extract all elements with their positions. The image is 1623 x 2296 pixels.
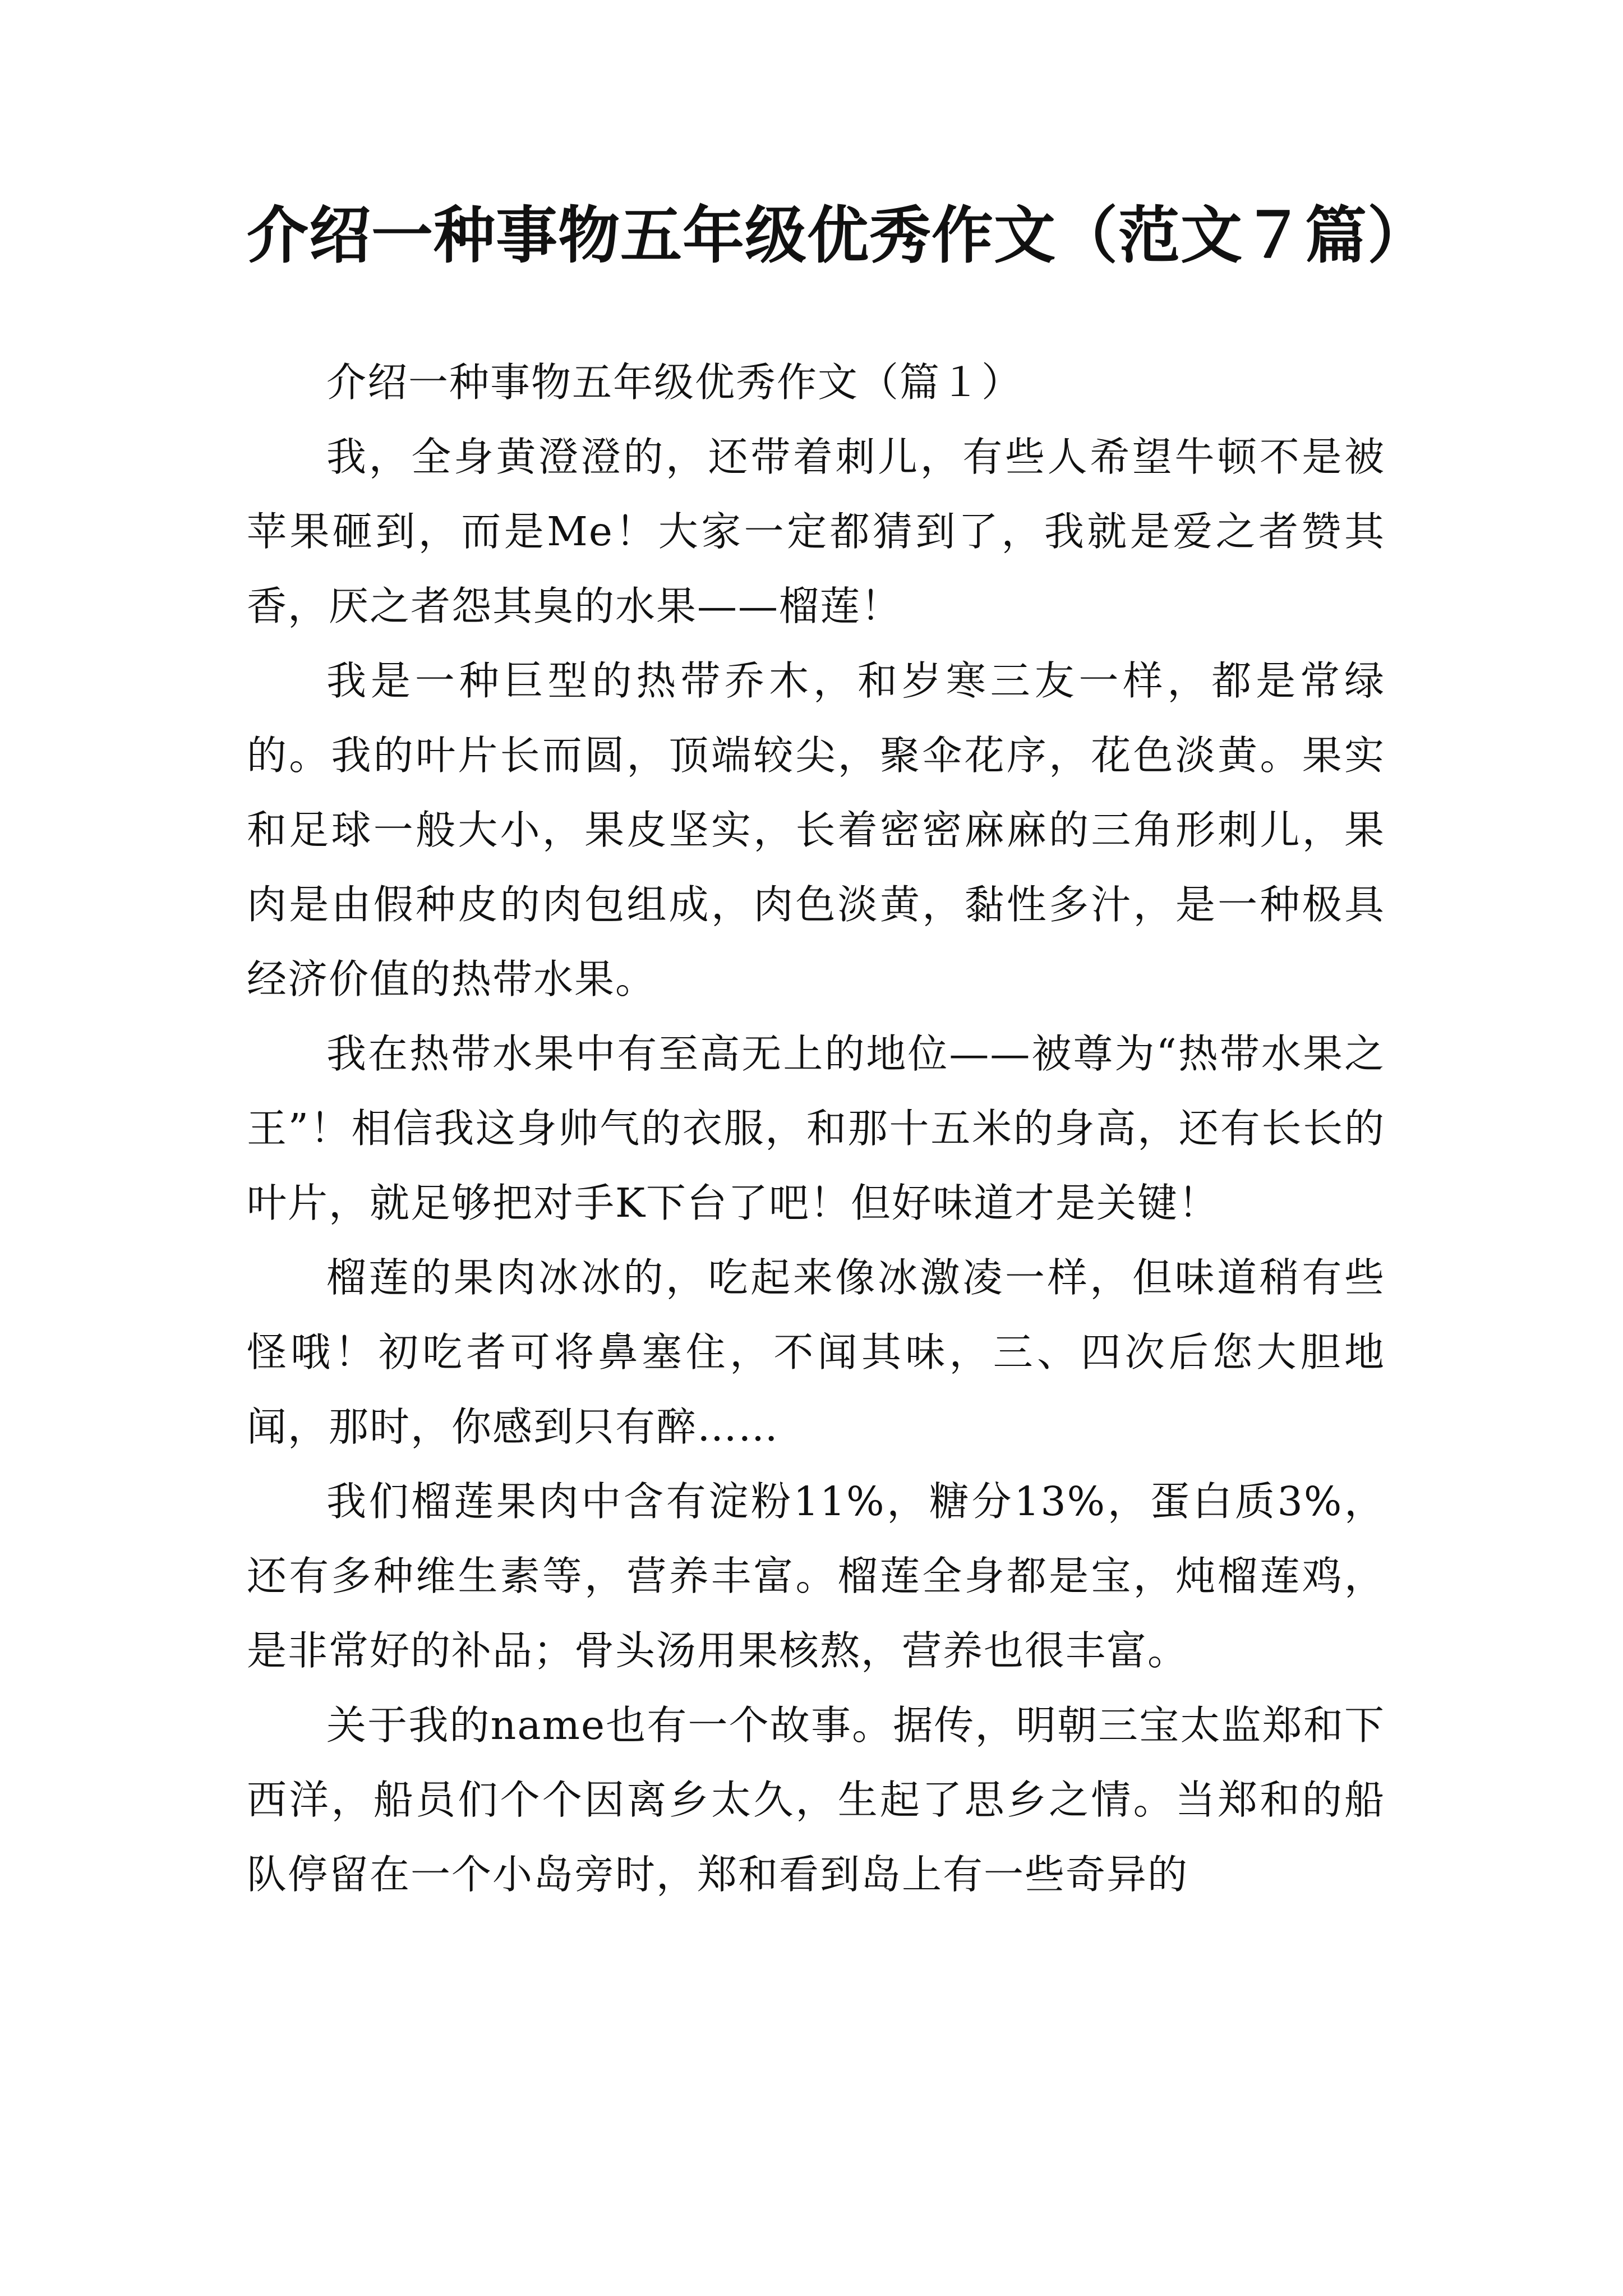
paragraph: 榴莲的果肉冰冰的，吃起来像冰激凌一样，但味道稍有些怪哦！初吃者可将鼻塞住，不闻其味，三、四次后您大胆地闻，那时，你感到只有醉…… [247,1254,1385,1450]
paragraph: 我，全身黄澄澄的，还带着刺儿，有些人希望牛顿不是被苹果砸到，而是Me！大家一定都猜到了，我就是爱之者赞其香，厌之者怨其臭的水果——榴莲！ [247,434,1385,629]
paragraph: 我们榴莲果肉中含有淀粉11%，糖分13%，蛋白质3%，还有多种维生素等，营养丰富。榴莲全身都是宝，炖榴莲鸡，是非常好的补品；骨头汤用果核熬，营养也很丰富。 [247,1478,1385,1674]
document-body [247,345,1385,1912]
document-title: 介绍一种事物五年级优秀作文（范文７篇） [247,199,1430,272]
section-heading: 介绍一种事物五年级优秀作文（篇１） [326,359,1023,406]
paragraph: 关于我的name也有一个故事。据传，明朝三宝太监郑和下西洋，船员们个个因离乡太久，生起了思乡之情。当郑和的船队停留在一个小岛旁时，郑和看到岛上有一些奇异的 [247,1702,1385,1898]
paragraph: 我是一种巨型的热带乔木，和岁寒三友一样，都是常绿的。我的叶片长而圆，顶端较尖，聚伞花序，花色淡黄。果实和足球一般大小，果皮坚实，长着密密麻麻的三角形刺儿，果肉是由假种皮的肉包组成，肉色淡黄，黏性多汁，是一种极具经济价值的热带水果。 [247,657,1385,1002]
paragraph: 我在热带水果中有至高无上的地位——被尊为“热带水果之王”！相信我这身帅气的衣服，和那十五米的身高，还有长长的叶片，就足够把对手K下台了吧！但好味道才是关键！ [247,1030,1385,1226]
